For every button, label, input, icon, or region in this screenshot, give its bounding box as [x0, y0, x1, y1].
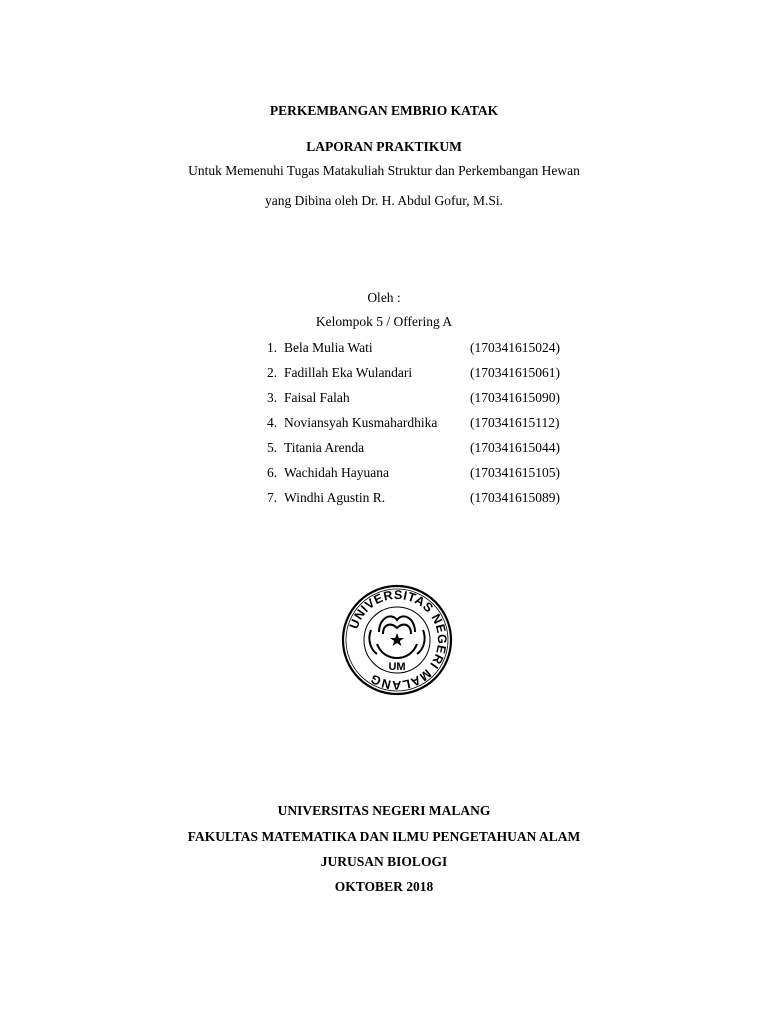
member-id: (170341615090) [470, 390, 560, 405]
member-name: Bela Mulia Wati [284, 340, 373, 355]
seal-ring-text: UNIVERSITAS NEGERI MALANG [346, 587, 450, 693]
faculty-name: FAKULTAS MATEMATIKA DAN ILMU PENGETAHUAN ALAM [187, 829, 581, 844]
member-row [267, 464, 587, 482]
university-seal-icon [341, 584, 453, 696]
member-id: (170341615089) [470, 490, 560, 505]
member-name: Noviansyah Kusmahardhika [284, 415, 438, 430]
member-name: Wachidah Hayuana [284, 465, 389, 480]
member-name: Windhi Agustin R. [284, 490, 386, 505]
member-number: 2. [267, 365, 278, 380]
member-number: 1. [267, 340, 278, 355]
group-label: Kelompok 5 / Offering A [315, 314, 453, 329]
department-name: JURUSAN BIOLOGI [320, 854, 448, 869]
member-id: (170341615105) [470, 465, 560, 480]
member-id: (170341615024) [470, 340, 560, 355]
purpose-line-2: yang Dibina oleh Dr. H. Abdul Gofur, M.Si. [265, 193, 503, 208]
university-name: UNIVERSITAS NEGERI MALANG [277, 803, 491, 818]
member-row [267, 389, 587, 407]
member-id: (170341615061) [470, 365, 560, 380]
document-title: PERKEMBANGAN EMBRIO KATAK [269, 103, 499, 118]
member-name: Fadillah Eka Wulandari [284, 365, 413, 380]
member-number: 5. [267, 440, 278, 455]
member-row [267, 364, 587, 382]
member-id: (170341615112) [470, 415, 560, 430]
member-number: 4. [267, 415, 278, 430]
member-row [267, 339, 587, 357]
by-label: Oleh : [367, 290, 401, 305]
member-row [267, 439, 587, 457]
member-number: 7. [267, 490, 278, 505]
seal-monogram: UM [388, 661, 406, 673]
member-number: 6. [267, 465, 278, 480]
purpose-line-1: Untuk Memenuhi Tugas Matakuliah Struktur dan Perkembangan Hewan [188, 163, 580, 178]
document-date: OKTOBER 2018 [334, 879, 434, 894]
member-row [267, 489, 587, 507]
member-name: Faisal Falah [284, 390, 350, 405]
member-row [267, 414, 587, 432]
member-id: (170341615044) [470, 440, 560, 455]
report-type: LAPORAN PRAKTIKUM [306, 139, 462, 154]
member-name: Titania Arenda [284, 440, 365, 455]
member-number: 3. [267, 390, 278, 405]
